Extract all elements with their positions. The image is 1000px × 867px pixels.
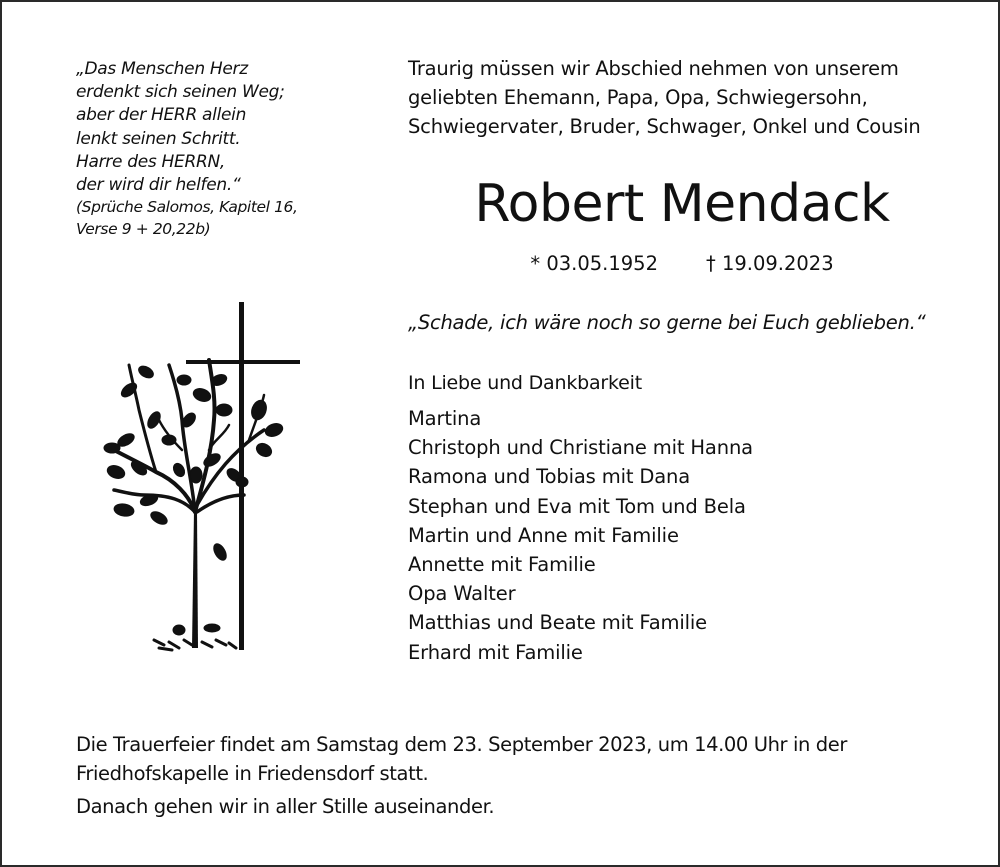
intro-line: Schwiegervater, Bruder, Schwager, Onkel und Cousin	[408, 115, 921, 138]
mourner-item: Christoph und Christiane mit Hanna	[408, 436, 753, 460]
verse-line: der wird dir helfen.“	[76, 175, 241, 196]
mourner-item: Opa Walter	[408, 582, 516, 606]
verse-reference-line: Verse 9 + 20,22b)	[76, 219, 211, 238]
mourner-item: Annette mit Familie	[408, 553, 596, 577]
verse-line: erdenkt sich seinen Weg;	[76, 82, 285, 103]
verse-line: Harre des HERRN,	[76, 151, 226, 172]
verse-reference-line: (Sprüche Salomos, Kapitel 16,	[76, 198, 298, 217]
verse-line: lenkt seinen Schritt.	[76, 128, 241, 149]
closing-note: Danach gehen wir in aller Stille auseinander.	[76, 795, 495, 818]
verse-line: „Das Menschen Herz	[76, 59, 248, 79]
funeral-details	[76, 730, 956, 788]
mourner-item: Matthias und Beate mit Familie	[408, 611, 707, 635]
intro-line: geliebten Ehemann, Papa, Opa, Schwiegersohn,	[408, 86, 868, 109]
bible-verse	[76, 58, 346, 240]
mourner-item: Martina	[408, 407, 482, 430]
mourners-heading: In Liebe und Dankbarkeit	[408, 372, 642, 394]
farewell-quote: „Schade, ich wäre noch so gerne bei Euch geblieben.“	[408, 311, 926, 334]
ceremony-line: Friedhofskapelle in Friedensdorf statt.	[76, 762, 429, 785]
deceased-name: Robert Mendack	[474, 174, 890, 234]
mourner-item: Ramona und Tobias mit Dana	[408, 465, 691, 489]
mourners-list	[408, 404, 888, 667]
tree-and-cross-icon	[84, 300, 309, 658]
mourner-item: Martin und Anne mit Familie	[408, 523, 679, 547]
ceremony-line: Die Trauerfeier findet am Samstag dem 23. September 2023, um 14.00 Uhr in der	[76, 733, 847, 756]
intro-text	[408, 54, 968, 141]
intro-line: Traurig müssen wir Abschied nehmen von unserem	[408, 57, 899, 80]
birth-date: * 03.05.1952	[530, 252, 658, 275]
mourner-item: Stephan und Eva mit Tom und Bela	[408, 494, 746, 518]
mourner-item: Erhard mit Familie	[408, 640, 583, 664]
death-date: † 19.09.2023	[706, 252, 834, 275]
verse-line: aber der HERR allein	[76, 105, 247, 126]
life-dates	[402, 251, 962, 277]
